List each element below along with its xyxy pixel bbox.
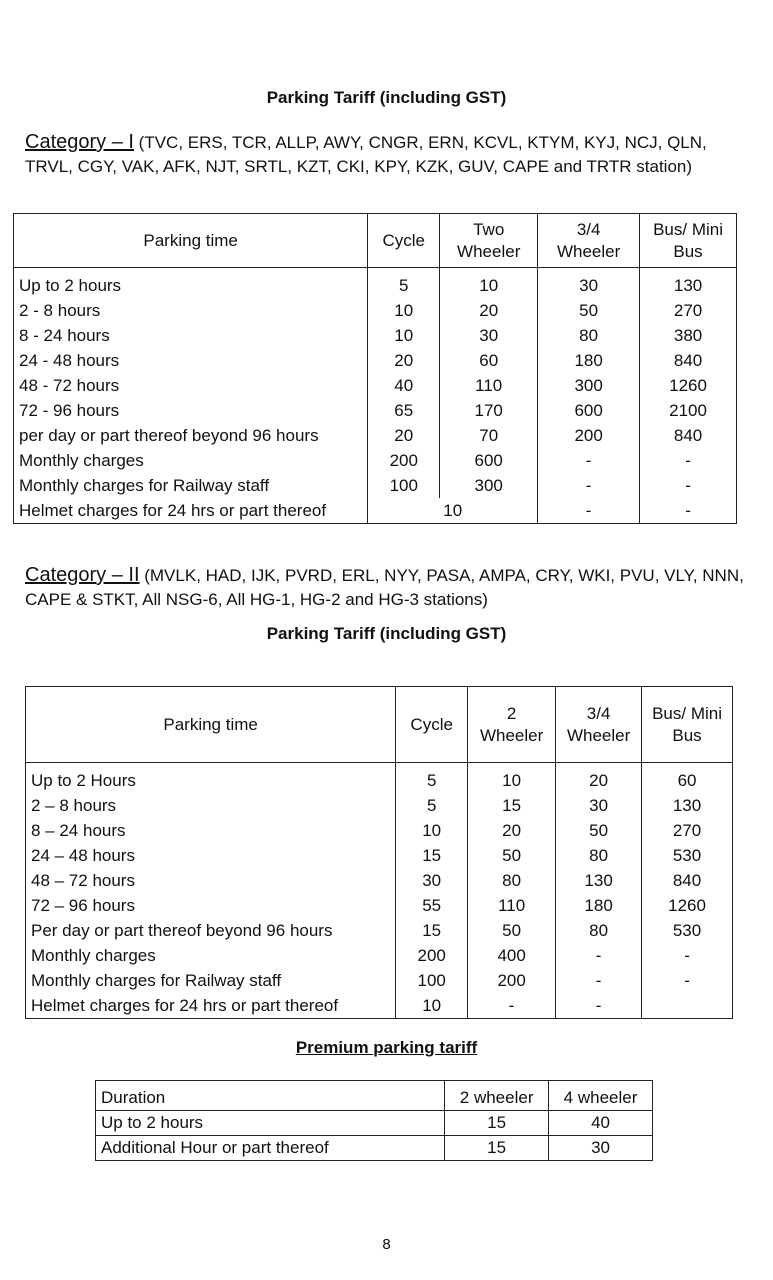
cell-bus: -	[640, 448, 737, 473]
table-row	[14, 348, 737, 373]
table-row	[14, 473, 737, 498]
cell-parking-time: 8 – 24 hours	[26, 818, 396, 843]
cell-bus: -	[640, 473, 737, 498]
table-row	[14, 323, 737, 348]
category-2-name: Category – II	[25, 564, 140, 586]
cell-parking-time: 48 – 72 hours	[26, 868, 396, 893]
cell-2-wheeler: 15	[445, 1136, 549, 1161]
cell-bus: 60	[642, 763, 733, 794]
table-row	[26, 793, 733, 818]
cell-three-four-wheeler: 30	[538, 268, 640, 299]
cell-three-four-wheeler: 80	[538, 323, 640, 348]
cell-bus: 530	[642, 843, 733, 868]
cell-parking-time: Helmet charges for 24 hrs or part thereof	[26, 993, 396, 1019]
cell-bus: 270	[642, 818, 733, 843]
table-row	[14, 448, 737, 473]
cell-bus: 130	[642, 793, 733, 818]
cell-cycle: 65	[368, 398, 440, 423]
cell-duration: Up to 2 hours	[96, 1111, 445, 1136]
cell-bus: 840	[642, 868, 733, 893]
cell-bus: 840	[640, 348, 737, 373]
cell-three-four-wheeler: 80	[556, 918, 642, 943]
cell-cycle: 10	[368, 298, 440, 323]
cell-three-four-wheeler: -	[556, 968, 642, 993]
table-row	[96, 1136, 653, 1161]
header-cycle: Cycle	[368, 214, 440, 268]
cell-three-four-wheeler: 300	[538, 373, 640, 398]
header-two-wheeler: Two Wheeler	[440, 214, 538, 268]
cell-three-four-wheeler: 50	[538, 298, 640, 323]
cell-two-wheeler: 50	[468, 843, 556, 868]
cell-three-four-wheeler: -	[556, 943, 642, 968]
cell-three-four-wheeler: 30	[556, 793, 642, 818]
cell-two-wheeler: 80	[468, 868, 556, 893]
cell-two-wheeler: 30	[440, 323, 538, 348]
cell-three-four-wheeler: 50	[556, 818, 642, 843]
cell-bus: -	[640, 498, 737, 524]
cell-two-wheeler: 110	[468, 893, 556, 918]
cell-bus: 380	[640, 323, 737, 348]
table-row	[26, 993, 733, 1019]
cell-cycle: 55	[396, 893, 468, 918]
cell-parking-time: 24 – 48 hours	[26, 843, 396, 868]
table-row	[14, 268, 737, 299]
cell-4-wheeler: 40	[549, 1111, 653, 1136]
category-1-stations: (TVC, ERS, TCR, ALLP, AWY, CNGR, ERN, KCVL, KTYM, KYJ, NCJ, QLN, TRVL, CGY, VAK, AFK, NJT, SRTL, KZT, CKI, KPY, KZK, GUV, CAPE and TRTR station)	[25, 133, 707, 176]
header-cycle: Cycle	[396, 687, 468, 763]
cell-parking-time: Up to 2 hours	[14, 268, 368, 299]
cell-bus: 130	[640, 268, 737, 299]
cell-two-wheeler: 20	[440, 298, 538, 323]
table-row	[26, 968, 733, 993]
cell-three-four-wheeler: 180	[556, 893, 642, 918]
cell-bus: 270	[640, 298, 737, 323]
table-row	[26, 763, 733, 794]
table-row	[26, 843, 733, 868]
header-2-wheeler: 2 wheeler	[445, 1081, 549, 1111]
header-three-four-wheeler: 3/4 Wheeler	[538, 214, 640, 268]
cell-three-four-wheeler: 180	[538, 348, 640, 373]
cell-two-wheeler: 50	[468, 918, 556, 943]
cell-three-four-wheeler: 80	[556, 843, 642, 868]
table-row	[26, 868, 733, 893]
cell-cycle: 10	[396, 993, 468, 1019]
cell-two-wheeler: 400	[468, 943, 556, 968]
cell-parking-time: 24 - 48 hours	[14, 348, 368, 373]
cell-4-wheeler: 30	[549, 1136, 653, 1161]
header-three-four-wheeler: 3/4 Wheeler	[556, 687, 642, 763]
cell-three-four-wheeler: -	[538, 473, 640, 498]
cell-two-wheeler: 170	[440, 398, 538, 423]
cell-bus: 2100	[640, 398, 737, 423]
category-2-heading	[25, 563, 745, 612]
table-row	[14, 498, 737, 524]
cell-three-four-wheeler: -	[538, 498, 640, 524]
cell-parking-time: Monthly charges for Railway staff	[26, 968, 396, 993]
cell-three-four-wheeler: 200	[538, 423, 640, 448]
cell-parking-time: Monthly charges	[14, 448, 368, 473]
table-header-row	[96, 1081, 653, 1111]
header-two-wheeler: 2 Wheeler	[468, 687, 556, 763]
cell-bus: 1260	[642, 893, 733, 918]
cell-two-wheeler: 15	[468, 793, 556, 818]
cell-two-wheeler: 300	[440, 473, 538, 498]
cell-cycle: 5	[368, 268, 440, 299]
cell-parking-time: 2 - 8 hours	[14, 298, 368, 323]
table-row	[14, 423, 737, 448]
cell-cycle: 40	[368, 373, 440, 398]
cell-two-wheeler: 10	[468, 763, 556, 794]
page-number: 8	[382, 1236, 391, 1253]
cell-cycle: 20	[368, 348, 440, 373]
cell-cycle: 30	[396, 868, 468, 893]
cell-two-wheeler: 20	[468, 818, 556, 843]
cell-two-wheeler: 600	[440, 448, 538, 473]
cell-three-four-wheeler: 20	[556, 763, 642, 794]
cell-three-four-wheeler: 130	[556, 868, 642, 893]
header-4-wheeler: 4 wheeler	[549, 1081, 653, 1111]
table-row	[14, 298, 737, 323]
cell-two-wheeler: 60	[440, 348, 538, 373]
table-row	[26, 918, 733, 943]
header-bus-mini-bus: Bus/ Mini Bus	[640, 214, 737, 268]
cell-cycle: 5	[396, 763, 468, 794]
category-2-stations: (MVLK, HAD, IJK, PVRD, ERL, NYY, PASA, AMPA, CRY, WKI, PVU, VLY, NNN, CAPE & STKT, All NSG-6, All HG-1, HG-2 and HG-3 stations)	[25, 566, 744, 609]
cell-parking-time: 8 - 24 hours	[14, 323, 368, 348]
cell-two-wheeler: 10	[440, 268, 538, 299]
cell-duration: Additional Hour or part thereof	[96, 1136, 445, 1161]
cell-cycle: 15	[396, 843, 468, 868]
header-duration: Duration	[96, 1081, 445, 1111]
cell-parking-time: Monthly charges for Railway staff	[14, 473, 368, 498]
cell-parking-time: per day or part thereof beyond 96 hours	[14, 423, 368, 448]
premium-tariff-table	[95, 1080, 653, 1161]
table-row	[96, 1111, 653, 1136]
cell-cycle: 200	[368, 448, 440, 473]
cell-parking-time: 48 - 72 hours	[14, 373, 368, 398]
cell-cycle: 5	[396, 793, 468, 818]
cell-parking-time: 72 - 96 hours	[14, 398, 368, 423]
cell-cycle: 100	[368, 473, 440, 498]
table-row	[26, 818, 733, 843]
header-bus-mini-bus: Bus/ Mini Bus	[642, 687, 733, 763]
page-title: Parking Tariff (including GST)	[266, 88, 507, 107]
cell-two-wheeler: 200	[468, 968, 556, 993]
cell-cycle: 10	[368, 323, 440, 348]
cell-three-four-wheeler: -	[538, 448, 640, 473]
table-row	[14, 398, 737, 423]
section-title: Parking Tariff (including GST)	[266, 624, 507, 643]
cell-2-wheeler: 15	[445, 1111, 549, 1136]
tariff-table-category-2	[25, 686, 733, 1019]
cell-cycle: 10	[396, 818, 468, 843]
cell-parking-time: Helmet charges for 24 hrs or part thereof	[14, 498, 368, 524]
cell-bus: 840	[640, 423, 737, 448]
header-parking-time: Parking time	[26, 687, 396, 763]
category-1-heading	[25, 130, 745, 179]
cell-bus: -	[642, 943, 733, 968]
table-row	[14, 373, 737, 398]
cell-parking-time: 72 – 96 hours	[26, 893, 396, 918]
cell-parking-time: Up to 2 Hours	[26, 763, 396, 794]
cell-parking-time: Monthly charges	[26, 943, 396, 968]
cell-two-wheeler: -	[468, 993, 556, 1019]
cell-bus: 530	[642, 918, 733, 943]
cell-three-four-wheeler: -	[556, 993, 642, 1019]
cell-bus: 1260	[640, 373, 737, 398]
cell-cycle: 200	[396, 943, 468, 968]
cell-parking-time: 2 – 8 hours	[26, 793, 396, 818]
category-1-name: Category – I	[25, 131, 134, 153]
cell-bus: -	[642, 968, 733, 993]
cell-two-wheeler: 110	[440, 373, 538, 398]
header-parking-time: Parking time	[14, 214, 368, 268]
cell-cycle: 100	[396, 968, 468, 993]
cell-bus	[642, 993, 733, 1019]
cell-cycle: 20	[368, 423, 440, 448]
cell-cycle-two-wheeler: 10	[368, 498, 538, 524]
table-row	[26, 893, 733, 918]
cell-parking-time: Per day or part thereof beyond 96 hours	[26, 918, 396, 943]
cell-cycle: 15	[396, 918, 468, 943]
premium-tariff-title: Premium parking tariff	[295, 1038, 478, 1057]
tariff-table-category-1	[13, 213, 737, 524]
cell-three-four-wheeler: 600	[538, 398, 640, 423]
cell-two-wheeler: 70	[440, 423, 538, 448]
table-row	[26, 943, 733, 968]
